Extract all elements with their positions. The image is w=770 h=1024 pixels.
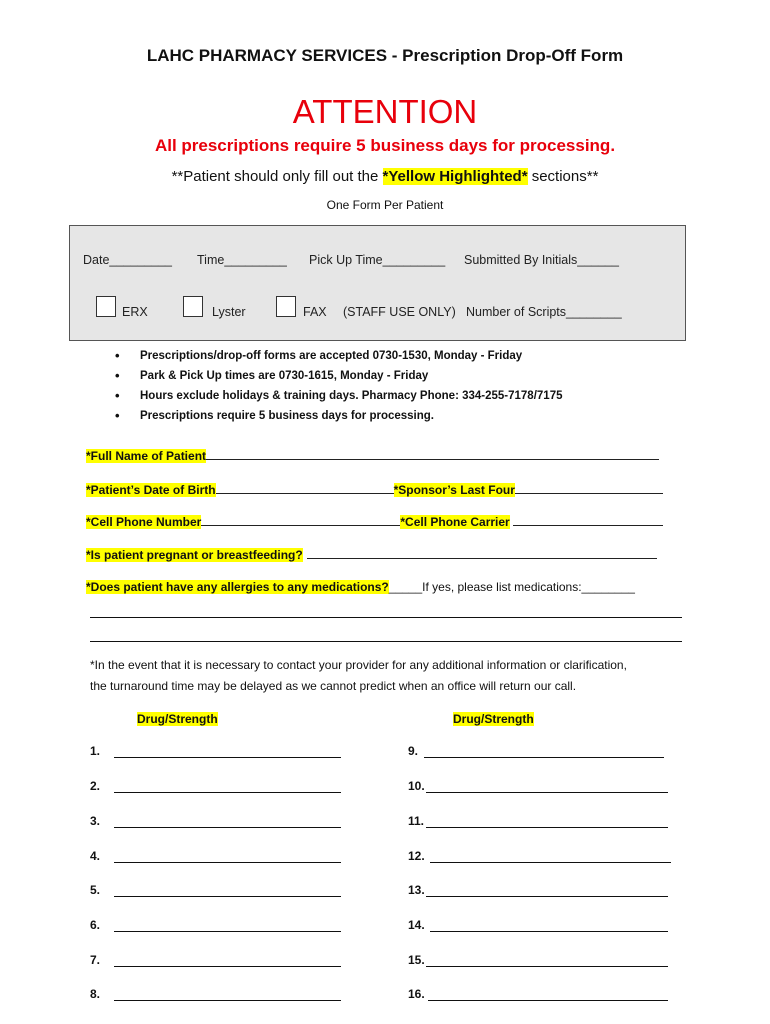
allergies-answer-input[interactable]: _____: [388, 580, 423, 594]
time-field[interactable]: Time_________: [197, 253, 287, 267]
bullet-item: • Park & Pick Up times are 0730-1615, Monday - Friday: [115, 366, 563, 386]
drug-number: 8.: [90, 987, 101, 1001]
full-name-row: [86, 448, 659, 463]
drug-line[interactable]: [426, 896, 668, 897]
allergies-label: *Does patient have any allergies to any medications?: [86, 580, 389, 594]
staff-only-label: (STAFF USE ONLY): [343, 305, 456, 319]
allergies-row: [86, 580, 635, 594]
pregnant-input[interactable]: [307, 547, 657, 559]
drug-number: 14.: [408, 918, 425, 932]
one-form-note: One Form Per Patient: [326, 198, 444, 212]
drug-line[interactable]: [426, 827, 668, 828]
drug-line[interactable]: [424, 757, 664, 758]
drug-line[interactable]: [114, 931, 341, 932]
erx-checkbox[interactable]: [96, 296, 116, 317]
drug-line[interactable]: [114, 827, 341, 828]
provider-note-line-1: *In the event that it is necessary to contact your provider for any additional information or clarification,: [90, 658, 627, 672]
drug-line[interactable]: [428, 1000, 668, 1001]
drug-line[interactable]: [114, 1000, 341, 1001]
drug-number: 16.: [408, 987, 425, 1001]
carrier-input[interactable]: [513, 514, 663, 526]
drug-strength-header-right: Drug/Strength: [453, 712, 534, 726]
drug-number: 15.: [408, 953, 425, 967]
pregnant-label: *Is patient pregnant or breastfeeding?: [86, 548, 303, 562]
drug-number: 3.: [90, 814, 101, 828]
erx-label: ERX: [122, 305, 148, 319]
drug-line[interactable]: [114, 862, 341, 863]
allergies-list-label: If yes, please list medications:: [422, 580, 582, 594]
lyster-label: Lyster: [212, 305, 246, 319]
date-field[interactable]: Date_________: [83, 253, 172, 267]
provider-note-line-2: the turnaround time may be delayed as we cannot predict when an office will return our call.: [90, 679, 577, 693]
medication-line-1[interactable]: [90, 617, 682, 618]
patient-instruction: [0, 168, 770, 185]
drug-line[interactable]: [114, 896, 341, 897]
full-name-label: *Full Name of Patient: [86, 449, 207, 463]
drug-number: 5.: [90, 883, 101, 897]
lyster-checkbox[interactable]: [183, 296, 203, 317]
cell-row: [86, 514, 663, 529]
drug-number: 10.: [408, 779, 425, 793]
drug-line[interactable]: [114, 966, 341, 967]
medication-line-2[interactable]: [90, 641, 682, 642]
drug-number: 6.: [90, 918, 101, 932]
sponsor-input[interactable]: [515, 482, 663, 494]
dob-row: [86, 482, 663, 497]
drug-line[interactable]: [114, 792, 341, 793]
info-bullets: [115, 346, 563, 426]
drug-number: 4.: [90, 849, 101, 863]
drug-line[interactable]: [114, 757, 341, 758]
bullet-item: • Prescriptions/drop-off forms are accepted 0730-1530, Monday - Friday: [115, 346, 563, 366]
drug-line[interactable]: [430, 931, 668, 932]
dob-label: *Patient’s Date of Birth: [86, 483, 216, 497]
drug-line[interactable]: [430, 862, 671, 863]
drug-line[interactable]: [426, 792, 668, 793]
drug-line[interactable]: [426, 966, 668, 967]
allergies-list-input[interactable]: ________: [581, 580, 635, 594]
fax-checkbox[interactable]: [276, 296, 296, 317]
sponsor-label: *Sponsor’s Last Four: [393, 483, 515, 497]
number-of-scripts-field[interactable]: Number of Scripts________: [466, 305, 622, 319]
fax-label: FAX: [303, 305, 327, 319]
patient-instruction-post: sections**: [527, 168, 599, 185]
staff-use-box: [69, 225, 686, 341]
dob-input[interactable]: [216, 482, 394, 494]
submitted-initials-field[interactable]: Submitted By Initials______: [464, 253, 619, 267]
drug-number: 2.: [90, 779, 101, 793]
drug-number: 11.: [408, 814, 425, 828]
bullet-item: • Prescriptions require 5 business days for processing.: [115, 406, 563, 426]
drug-number: 12.: [408, 849, 425, 863]
processing-requirement: All prescriptions require 5 business days for processing.: [154, 136, 616, 155]
attention-heading: ATTENTION: [292, 93, 478, 130]
yellow-highlight-label: *Yellow Highlighted*: [382, 168, 528, 185]
form-title: LAHC PHARMACY SERVICES - Prescription Drop-Off Form: [146, 46, 624, 65]
drug-number: 1.: [90, 744, 101, 758]
drug-number: 7.: [90, 953, 101, 967]
pickup-time-field[interactable]: Pick Up Time_________: [309, 253, 446, 267]
pregnant-row: [86, 547, 657, 562]
cell-phone-input[interactable]: [201, 514, 400, 526]
cell-phone-label: *Cell Phone Number: [86, 515, 202, 529]
drug-strength-header-left: Drug/Strength: [137, 712, 218, 726]
patient-instruction-pre: **Patient should only fill out the: [171, 168, 383, 185]
drug-number: 13.: [408, 883, 425, 897]
drug-number: 9.: [408, 744, 419, 758]
bullet-item: • Hours exclude holidays & training days. Pharmacy Phone: 334-255-7178/7175: [115, 386, 563, 406]
carrier-label: *Cell Phone Carrier: [400, 515, 510, 529]
full-name-input[interactable]: [206, 448, 659, 460]
